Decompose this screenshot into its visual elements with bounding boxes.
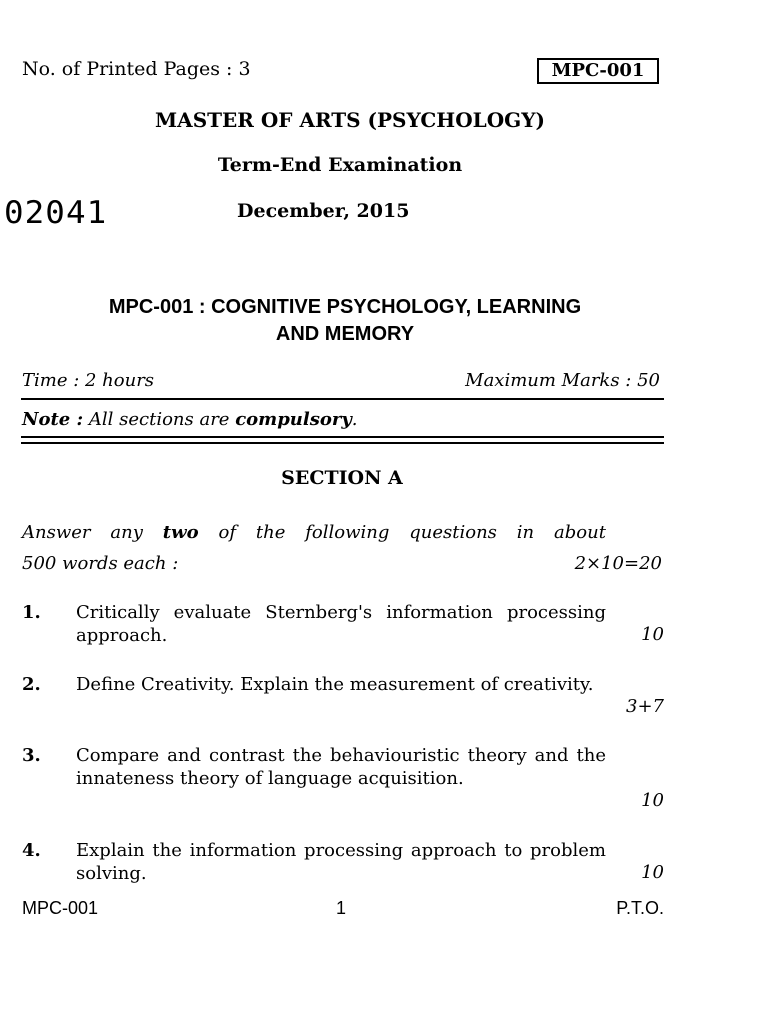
course-title-line-1: MPC-001 : COGNITIVE PSYCHOLOGY, LEARNING	[108, 296, 582, 318]
instruction-emphasis: two	[162, 522, 199, 543]
question-marks: 10	[641, 624, 664, 645]
question-number: 3.	[22, 745, 41, 766]
course-title	[40, 294, 650, 348]
divider	[21, 398, 664, 400]
footer-page-number: 1	[336, 898, 347, 918]
note-emphasis: compulsory	[235, 409, 352, 430]
maximum-marks: Maximum Marks : 50	[465, 370, 660, 391]
exam-title: Term-End Examination	[217, 154, 463, 176]
footer-course-code: MPC-001	[22, 898, 99, 918]
instruction-part-c: of the following questions in about	[218, 522, 606, 543]
time-allowed: Time : 2 hours	[22, 370, 155, 391]
exam-date: December, 2015	[237, 200, 410, 222]
question-text: Explain the information processing approach to problem solving.	[76, 840, 606, 884]
section-instruction-line-2: 500 words each :	[22, 553, 179, 574]
section-marks: 2×10=20	[574, 553, 662, 574]
degree-title: MASTER OF ARTS (PSYCHOLOGY)	[155, 108, 545, 132]
question-text: Define Creativity. Explain the measurement of creativity.	[76, 674, 594, 695]
instruction-part-a: Answer any	[22, 522, 143, 543]
question-number: 1.	[22, 602, 41, 623]
question-marks: 10	[641, 862, 664, 883]
note-end: .	[351, 409, 358, 430]
divider	[21, 436, 664, 438]
exam-note	[22, 409, 358, 430]
course-title-line-2: AND MEMORY	[275, 323, 415, 345]
footer-pto: P.T.O.	[616, 898, 664, 918]
question-text: Compare and contrast the behaviouristic theory and the innateness theory of language acquisition.	[76, 745, 606, 789]
note-label: Note :	[22, 409, 84, 430]
note-text: All sections are	[88, 409, 230, 430]
question-text: Critically evaluate Sternberg's information processing approach.	[76, 602, 606, 646]
question-marks: 10	[641, 790, 664, 811]
section-instruction	[22, 522, 606, 543]
section-title: SECTION A	[281, 467, 403, 489]
course-code-box: MPC-001	[537, 58, 659, 84]
serial-number: 02041	[4, 195, 108, 231]
printed-pages-count: No. of Printed Pages : 3	[22, 58, 251, 80]
divider	[21, 442, 664, 444]
question-number: 2.	[22, 674, 41, 695]
question-marks: 3+7	[626, 696, 664, 717]
question-number: 4.	[22, 840, 41, 861]
